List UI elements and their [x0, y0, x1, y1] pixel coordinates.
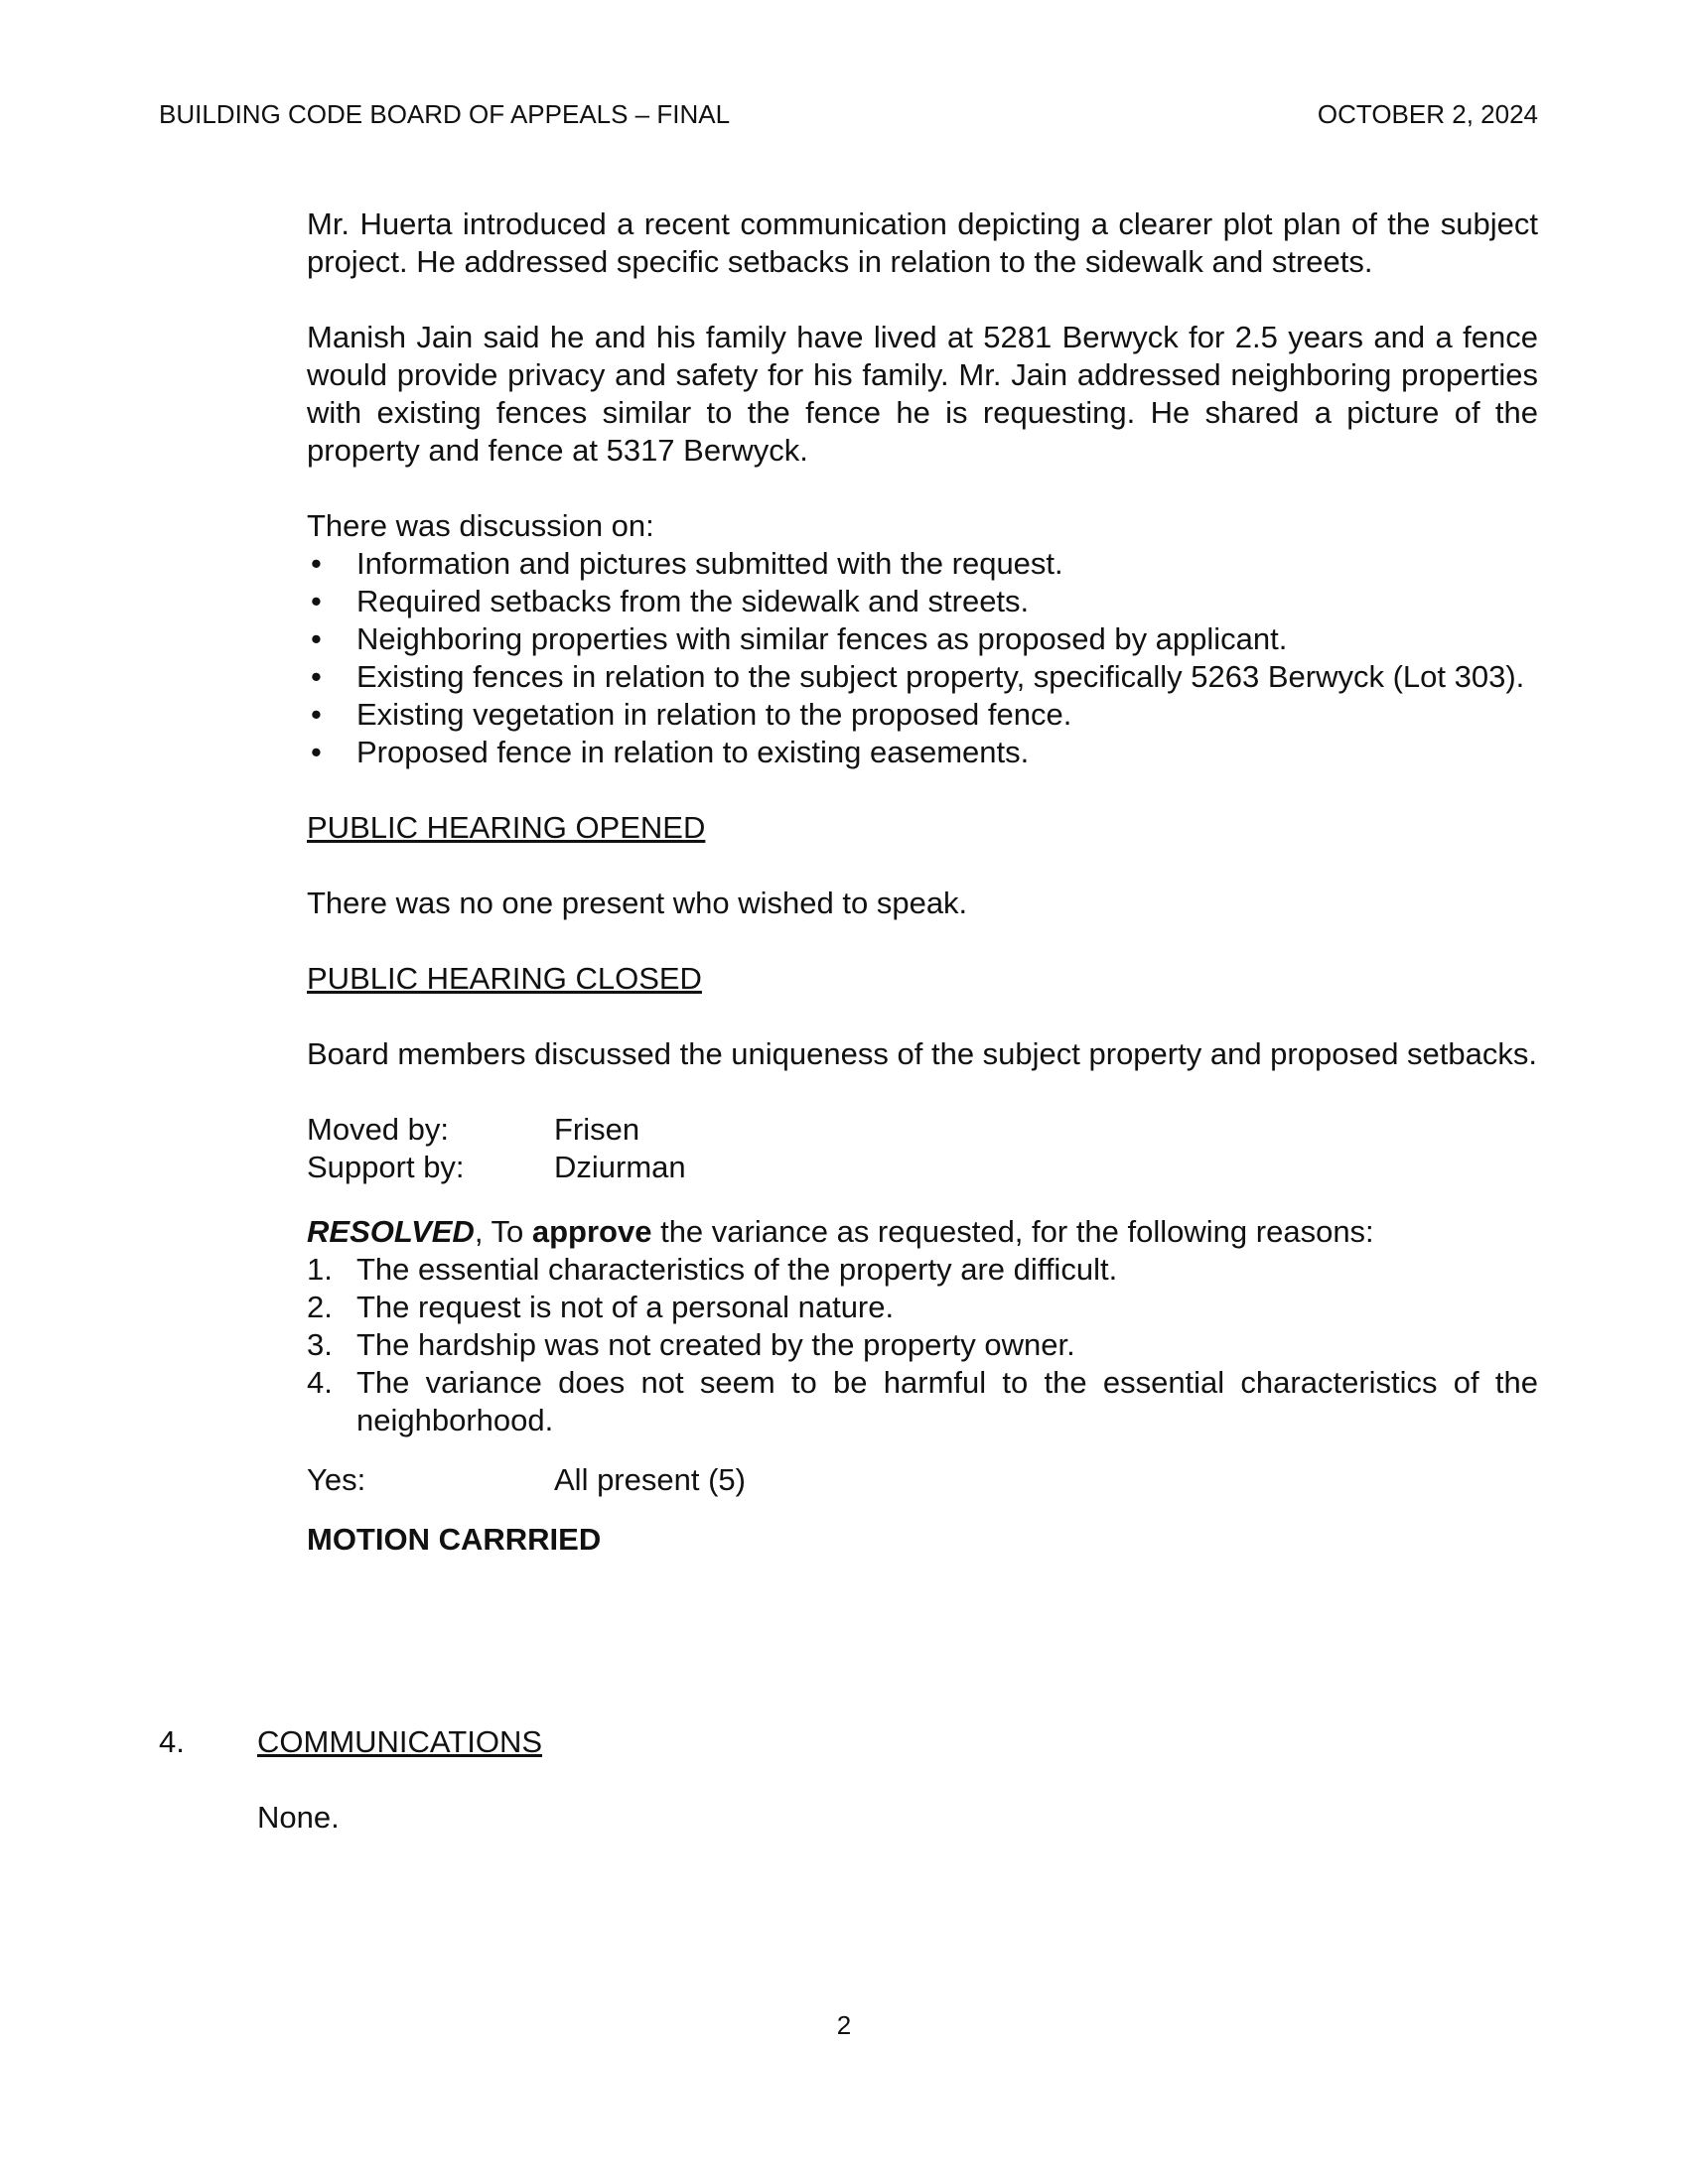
motion-result: MOTION CARRRIED: [307, 1522, 602, 1557]
discussion-list: [307, 545, 1538, 771]
bullet-icon: •: [311, 546, 322, 581]
public-hearing-closed-heading: PUBLIC HEARING CLOSED: [307, 961, 702, 996]
vote-value: All present (5): [554, 1462, 746, 1497]
approve-word: approve: [531, 1214, 652, 1249]
bullet-icon: •: [311, 621, 322, 656]
paragraph-jain: Manish Jain said he and his family have lived at 5281 Berwyck for 2.5 years and a fence would provide privacy and safety for his family. Mr. Jain addressed neighboring properties with existing fences similar to the fence he is requesting. He shared a picture of the property and fence at 5317 Berwyck.: [307, 320, 1538, 468]
list-item: 4. The variance does not seem to be harmful to the essential characteristics of the neighborhood.: [307, 1365, 1538, 1437]
list-item: 3. The hardship was not created by the property owner.: [307, 1327, 1075, 1362]
support-by-label: Support by:: [307, 1150, 465, 1184]
page-header: [159, 99, 1538, 139]
list-item: • Neighboring properties with similar fences as proposed by applicant.: [311, 621, 1288, 656]
no-one-present: There was no one present who wished to speak.: [307, 886, 968, 920]
page-number: 2: [836, 2010, 852, 2040]
support-by-value: Dziurman: [554, 1150, 686, 1184]
public-hearing-opened-heading: PUBLIC HEARING OPENED: [307, 810, 706, 845]
vote-row: [307, 1461, 1538, 1499]
bullet-icon: •: [311, 697, 322, 732]
list-item: 1. The essential characteristics of the property are difficult.: [307, 1252, 1118, 1287]
list-item: • Required setbacks from the sidewalk and streets.: [311, 584, 1030, 618]
bullet-icon: •: [311, 584, 322, 618]
reasons-list: [307, 1251, 1538, 1439]
list-item: • Proposed fence in relation to existing easements.: [311, 735, 1030, 769]
board-discussion: Board members discussed the uniqueness of the subject property and proposed setbacks.: [307, 1036, 1538, 1071]
list-item: 2. The request is not of a personal nature.: [307, 1290, 895, 1324]
header-title: BUILDING CODE BOARD OF APPEALS – FINAL: [159, 99, 731, 129]
list-item: • Information and pictures submitted with the request.: [311, 546, 1063, 581]
section-number: 4.: [159, 1724, 185, 1759]
section-title: COMMUNICATIONS: [257, 1724, 543, 1759]
resolved-word: RESOLVED: [307, 1214, 475, 1249]
bullet-icon: •: [311, 735, 322, 769]
motion-block: [307, 1111, 1538, 1186]
discussion-intro: There was discussion on:: [307, 508, 654, 543]
document-body: [307, 205, 1538, 1559]
moved-by-value: Frisen: [554, 1112, 640, 1147]
list-item: • Existing vegetation in relation to the proposed fence.: [311, 697, 1072, 732]
vote-label: Yes:: [307, 1462, 366, 1497]
resolution: RESOLVED, To approve the variance as requested, for the following reasons:: [307, 1214, 1374, 1249]
moved-by-label: Moved by:: [307, 1112, 450, 1147]
header-date: OCTOBER 2, 2024: [1317, 99, 1538, 129]
communications-body: None.: [257, 1800, 340, 1835]
list-item: • Existing fences in relation to the subject property, specifically 5263 Berwyck (Lot 303).: [311, 659, 1525, 694]
paragraph-huerta: Mr. Huerta introduced a recent communication depicting a clearer plot plan of the subject project. He addressed specific setbacks in relation to the sidewalk and streets.: [307, 206, 1538, 279]
support-by-row: [307, 1149, 1538, 1186]
moved-by-row: [307, 1111, 1538, 1149]
bullet-icon: •: [311, 659, 322, 694]
